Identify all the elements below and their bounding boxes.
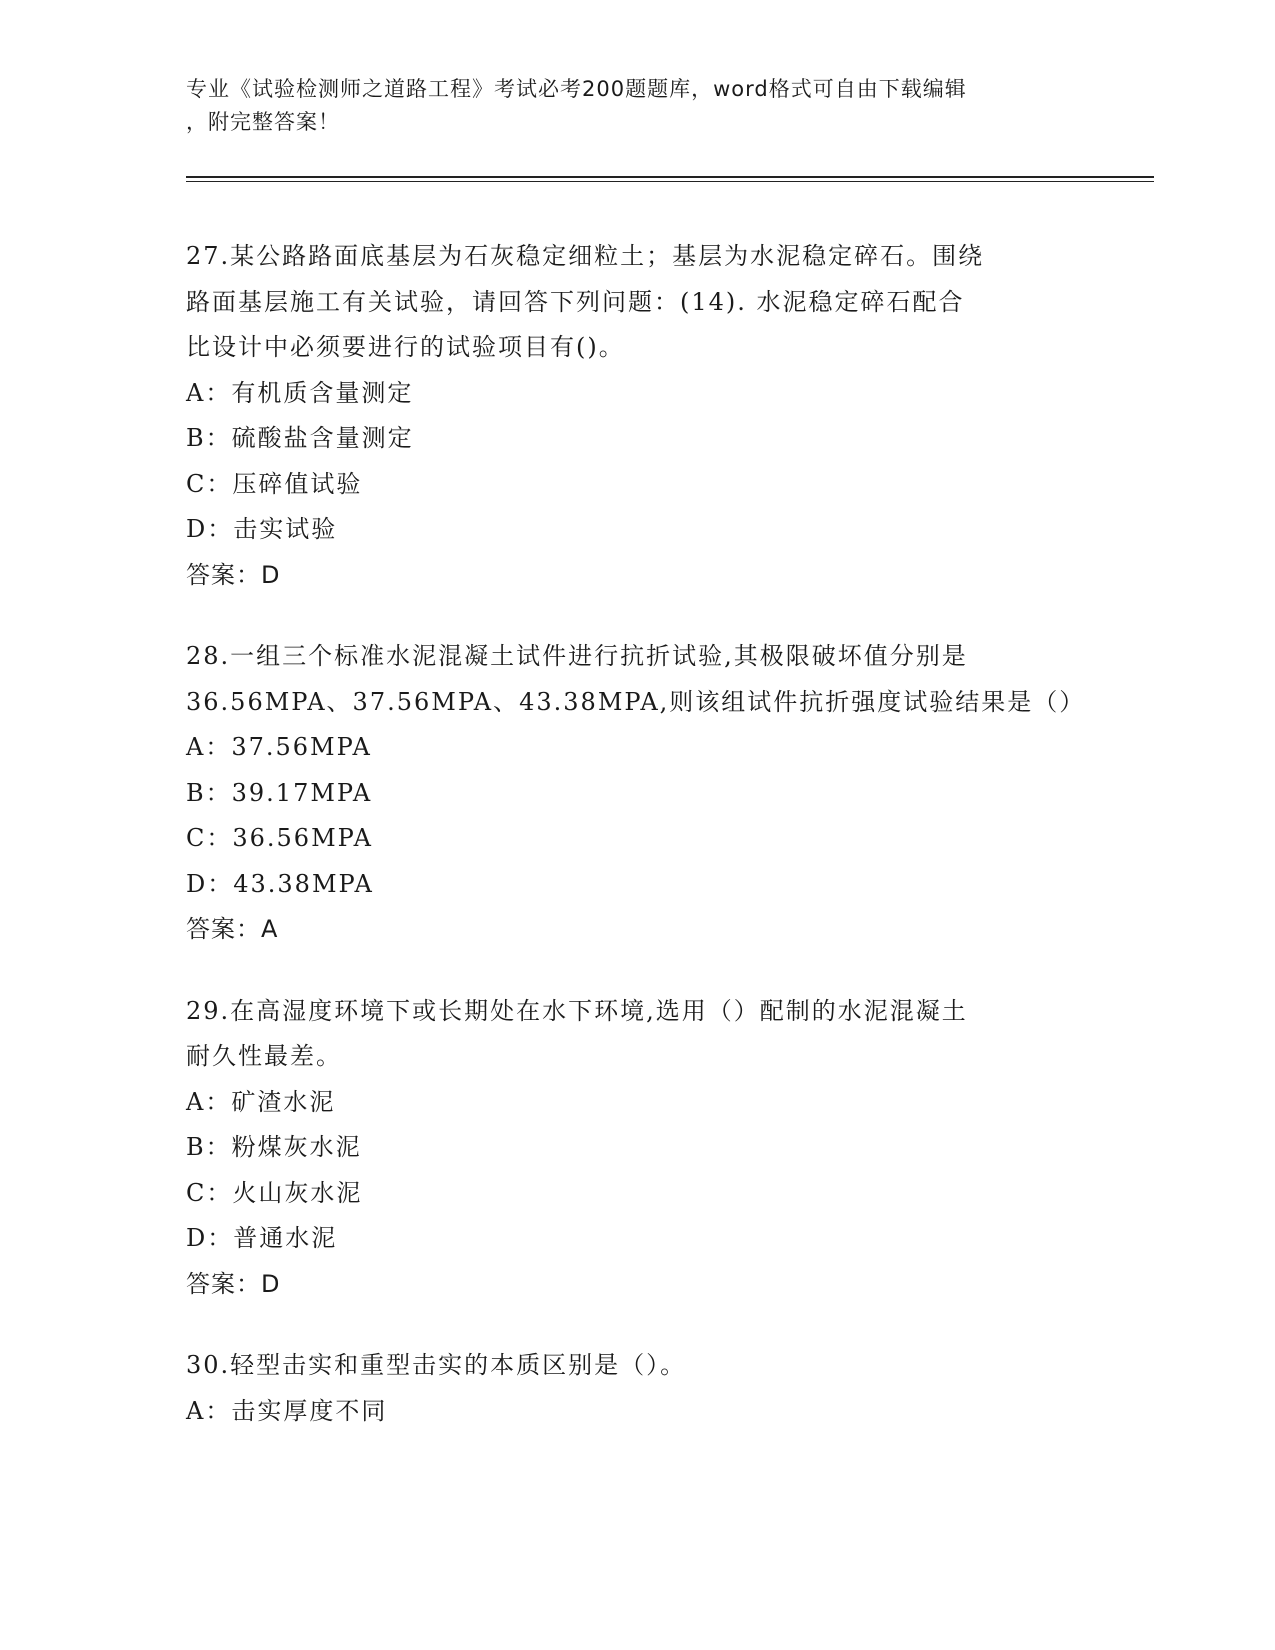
question-text-line: 29.在高湿度环境下或长期处在水下环境,选用（）配制的水泥混凝土	[186, 996, 968, 1025]
question-text-line: 36.56MPA、37.56MPA、43.38MPA,则该组试件抗折强度试验结果是（）	[186, 687, 1086, 716]
header-divider-thin	[186, 181, 1154, 182]
option-a: A：击实厚度不同	[186, 1396, 388, 1425]
option-c: C：压碎值试验	[186, 469, 363, 498]
answer-text: 答案：D	[186, 1269, 281, 1298]
document-header	[186, 73, 1086, 139]
option-c: C：火山灰水泥	[186, 1178, 363, 1207]
question-text-line: 比设计中必须要进行的试验项目有()。	[186, 333, 625, 361]
option-d: D：击实试验	[186, 515, 338, 543]
question-text-line: 耐久性最差。	[186, 1042, 342, 1070]
header-divider-thick	[186, 176, 1154, 178]
option-b: B：39.17MPA	[186, 778, 373, 807]
option-d: D：43.38MPA	[186, 869, 374, 898]
option-a: A：37.56MPA	[186, 733, 372, 761]
question-27	[186, 234, 1086, 598]
option-a: A：有机质含量测定	[186, 378, 414, 407]
question-text-line: 路面基层施工有关试验，请回答下列问题：(14). 水泥稳定碎石配合	[186, 287, 965, 316]
question-30	[186, 1343, 1086, 1434]
option-d: D：普通水泥	[186, 1224, 338, 1252]
option-b: B：粉煤灰水泥	[186, 1133, 362, 1161]
question-text-line: 28.一组三个标准水泥混凝土试件进行抗折试验,其极限破坏值分别是	[186, 642, 968, 670]
question-29	[186, 989, 1086, 1308]
question-28	[186, 634, 1086, 953]
header-line-2: ，附完整答案！	[186, 110, 340, 134]
question-text-line: 27.某公路路面底基层为石灰稳定细粒土；基层为水泥稳定碎石。围绕	[186, 242, 985, 270]
answer-text: 答案：D	[186, 560, 281, 589]
option-a: A：矿渣水泥	[186, 1087, 336, 1116]
answer-text: 答案：A	[186, 915, 279, 943]
option-c: C：36.56MPA	[186, 824, 373, 852]
option-b: B：硫酸盐含量测定	[186, 424, 414, 452]
header-line-1: 专业《试验检测师之道路工程》考试必考200题题库，word格式可自由下载编辑	[186, 77, 967, 101]
question-list	[186, 234, 1086, 1470]
question-text-line: 30.轻型击实和重型击实的本质区别是（）。	[186, 1351, 687, 1379]
